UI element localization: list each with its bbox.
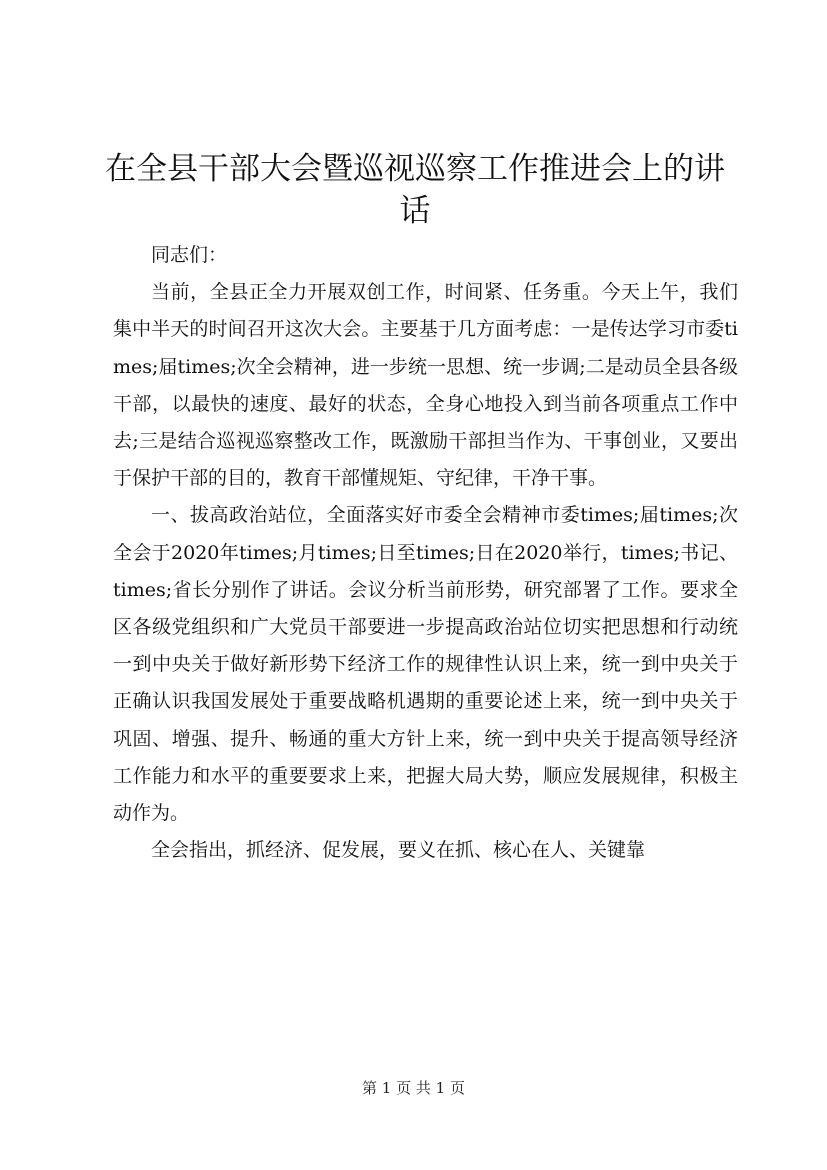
document-title: 在全县干部大会暨巡视巡察工作推进会上的讲话 [105,151,725,229]
document-body [113,237,738,869]
page-number-footer: 第 1 页 共 1 页 [362,1079,465,1097]
paragraph-intro: 当前，全县正全力开展双创工作，时间紧、任务重。今天上午，我们集中半天的时间召开这次大会。主要基于几方面考虑：一是传达学习市委times;届times;次全会精神，进一步统一思想、统一步调;二是动员全县各级干部，以最快的速度、最好的状态，全身心地投入到当前各项重点工作中去;三是结合巡视巡察整改工作，既激励干部担当作为、干事创业，又要出于保护干部的目的，教育干部懂规矩、守纪律，干净干事。 [113,281,738,490]
paragraph-plenary: 全会指出，抓经济、促发展，要义在抓、核心在人、关键靠 [151,839,646,862]
paragraph-section-one: 一、拔高政治站位，全面落实好市委全会精神市委times;届times;次全会于2020年times;月times;日至times;日在2020举行，times;书记、times;省长分别作了讲话。会议分析当前形势，研究部署了工作。要求全区各级党组织和广大党员干部要进一步提高政治站位切实把思想和行动统一到中央关于做好新形势下经济工作的规律性认识上来，统一到中央关于正确认识我国发展处于重要战略机遇期的重要论述上来，统一到中央关于巩固、增强、提升、畅通的重大方针上来，统一到中央关于提高领导经济工作能力和水平的重要要求上来，把握大局大势，顺应发展规律，积极主动作为。 [113,504,738,825]
salutation: 同志们： [151,244,228,266]
